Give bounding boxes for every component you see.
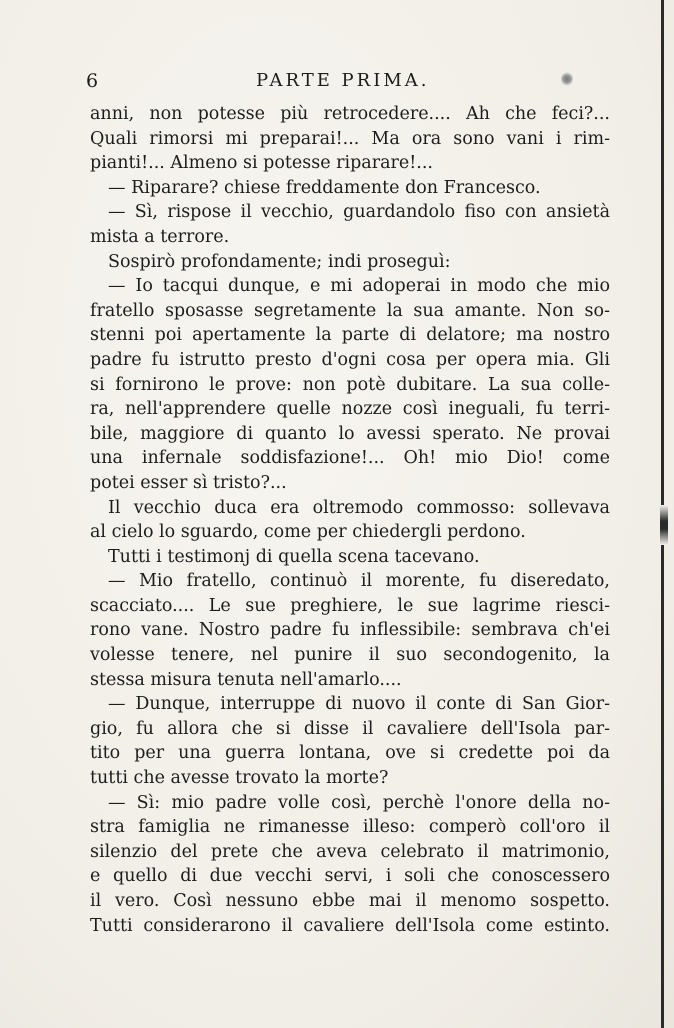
text-line: fratello sposasse segretamente la sua amante. Non so- (90, 300, 610, 321)
text-line: Quali rimorsi mi preparai!... Ma ora sono vani i rim- (90, 128, 610, 149)
page-number: 6 (86, 70, 99, 92)
text-line: scacciato.... Le sue preghiere, le sue lagrime riesci- (90, 595, 610, 616)
body-text (90, 102, 610, 938)
running-head: PARTE PRIMA. (256, 70, 430, 91)
text-line: padre fu istrutto presto d'ogni cosa per opera mia. Gli (90, 349, 610, 370)
text-line: stra famiglia ne rimanesse illeso: comperò coll'oro il (90, 817, 610, 838)
text-line: si fornirono le prove: non potè dubitare. La sua colle- (90, 374, 610, 395)
text-line: pianti!... Almeno si potesse riparare!... (90, 153, 433, 174)
text-line: anni, non potesse più retrocedere.... Ah che feci?... (90, 104, 610, 124)
text-line: — Io tacqui dunque, e mi adoperai in modo che mio (108, 276, 610, 297)
text-line: stenni poi apertamente la parte di delatore; ma nostro (90, 325, 610, 346)
ink-smudge (561, 72, 573, 86)
text-line: bile, maggiore di quanto lo avessi sperato. Ne provai (90, 423, 610, 444)
text-line: — Sì: mio padre volle così, perchè l'onore della no- (108, 792, 610, 813)
text-line: — Mio fratello, continuò il morente, fu diseredato, (108, 571, 610, 592)
text-line: — Dunque, interruppe di nuovo il conte di San Gior- (108, 694, 610, 715)
text-line: gio, fu allora che si disse il cavaliere dell'Isola par- (90, 718, 610, 739)
text-line: Tutti considerarono il cavaliere dell'Isola come estinto. (90, 915, 610, 936)
text-line: — Riparare? chiese freddamente don Francesco. (108, 177, 541, 198)
text-line: Sospirò profondamente; indi proseguì: (108, 251, 451, 272)
spine-mark (660, 505, 668, 545)
text-line: una infernale soddisfazione!... Oh! mio Dio! come (90, 448, 610, 469)
text-line: tutti che avesse trovato la morte? (90, 768, 389, 789)
text-line: al cielo lo sguardo, come per chiedergli perdono. (90, 522, 526, 543)
text-line: e quello di due vecchi servi, i soli che conoscessero (90, 866, 610, 887)
text-line: tito per una guerra lontana, ove si credette poi da (90, 743, 610, 764)
text-line: volesse tenere, nel punire il suo secondogenito, la (90, 645, 610, 666)
text-line: stessa misura tenuta nell'amarlo.... (90, 669, 402, 690)
page-header (86, 70, 606, 98)
text-line: — Sì, rispose il vecchio, guardandolo fiso con ansietà (108, 202, 610, 223)
text-line: il vero. Così nessuno ebbe mai il menomo sospetto. (90, 891, 610, 911)
text-line: Il vecchio duca era oltremodo commosso: sollevava (108, 497, 610, 518)
text-line: mista a terrore. (90, 226, 230, 247)
text-line: silenzio del prete che aveva celebrato il matrimonio, (90, 841, 610, 862)
text-line: rono vane. Nostro padre fu inflessibile: sembrava ch'ei (90, 620, 610, 641)
text-line: ra, nell'apprendere quelle nozze così ineguali, fu terri- (90, 399, 610, 420)
text-line: potei esser sì tristo?... (90, 472, 287, 493)
text-line: Tutti i testimonj di quella scena tacevano. (108, 546, 480, 567)
